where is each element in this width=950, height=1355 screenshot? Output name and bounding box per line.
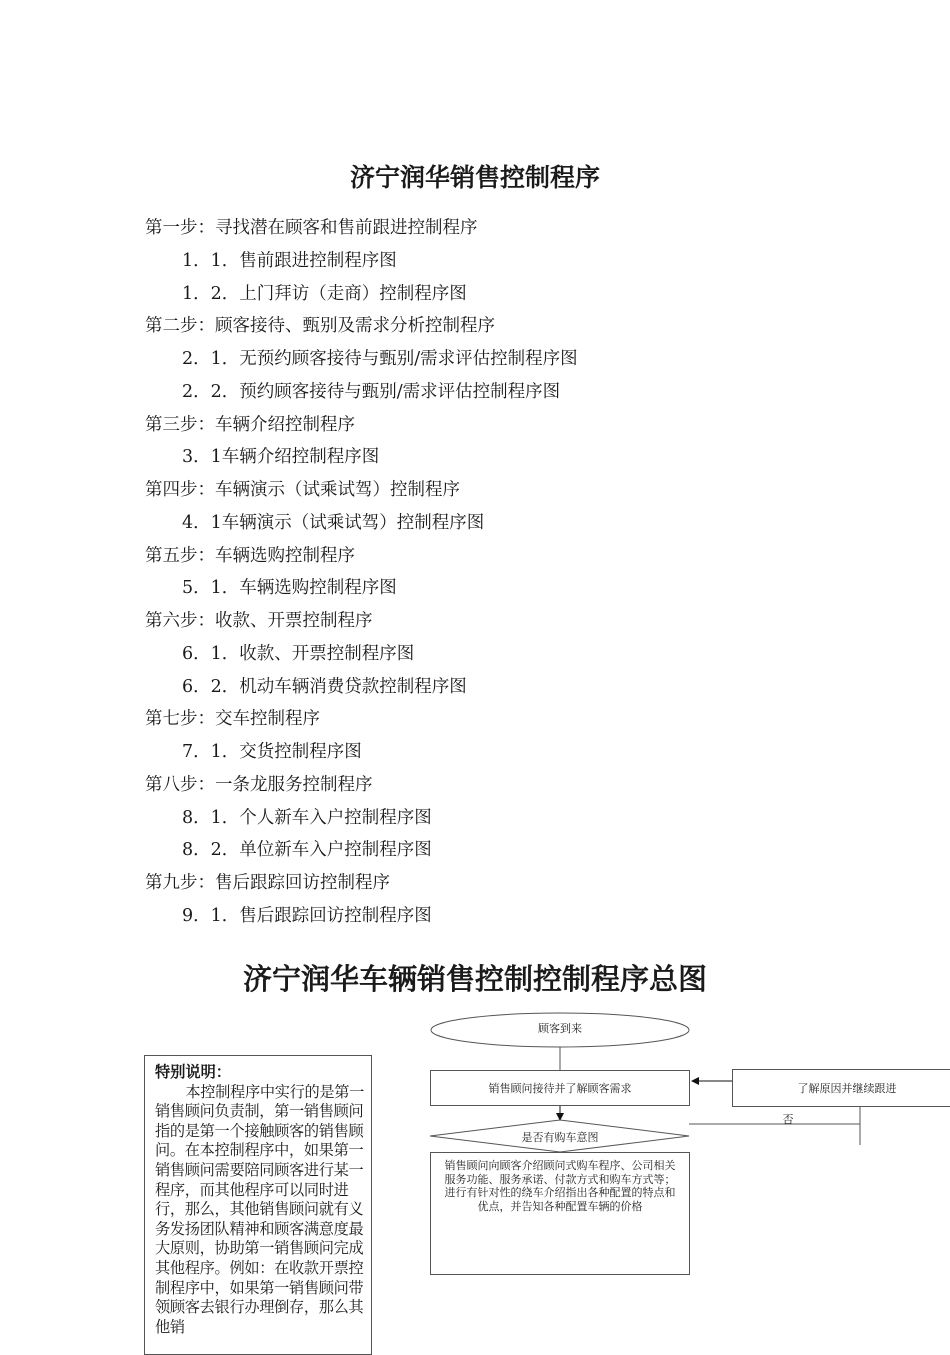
- start-label: 顾客到来: [538, 1022, 582, 1035]
- special-note-title: 特别说明：: [155, 1063, 231, 1081]
- toc-subitem: 3．1车辆介绍控制程序图: [182, 447, 380, 468]
- toc-subitem: 1．1．售前跟进控制程序图: [182, 250, 397, 271]
- toc-step: 第四步：车辆演示（试乘试驾）控制程序: [145, 480, 460, 500]
- toc-subitem: 6．2．机动车辆消费贷款控制程序图: [182, 676, 467, 697]
- no-label: 否: [782, 1113, 794, 1126]
- toc-subitem: 6．1．收款、开票控制程序图: [182, 643, 415, 664]
- document-title: 济宁润华销售控制程序: [349, 163, 600, 192]
- receive-customer-box: 销售顾问接待并了解顾客需求: [430, 1070, 690, 1106]
- toc-subitem: 8．1．个人新车入户控制程序图: [182, 807, 432, 828]
- toc-subitem: 1．2．上门拜访（走商）控制程序图: [182, 283, 467, 304]
- toc-step: 第八步：一条龙服务控制程序: [145, 774, 373, 795]
- toc-step: 第九步：售后跟踪回访控制程序: [145, 873, 390, 893]
- toc-subitem: 2．1．无预约顾客接待与甄别/需求评估控制程序图: [182, 349, 578, 369]
- toc-step: 第一步：寻找潜在顾客和售前跟进控制程序: [145, 218, 478, 238]
- toc-subitem: 7．1．交货控制程序图: [182, 742, 362, 762]
- no-branch-line: [689, 1124, 860, 1145]
- toc-step: 第五步：车辆选购控制程序: [145, 545, 355, 566]
- introduce-program-box: 销售顾问向顾客介绍顾问式购车程序、公司相关服务功能、服务承诺、付款方式和购车方式等；进行有针对性的绕车介绍指出各种配置的特点和优点，并告知各种配置车辆的价格: [430, 1152, 690, 1275]
- toc-subitem: 4．1车辆演示（试乘试驾）控制程序图: [182, 512, 485, 533]
- toc-step: 第六步：收款、开票控制程序: [145, 611, 373, 631]
- follow-up-box: 了解原因并继续跟进: [732, 1069, 950, 1107]
- toc-subitem: 2．2．预约顾客接待与甄别/需求评估控制程序图: [182, 381, 561, 402]
- toc-step: 第七步：交车控制程序: [145, 709, 320, 730]
- decision-label: 是否有购车意图: [521, 1131, 599, 1144]
- toc-subitem: 9．1．售后跟踪回访控制程序图: [182, 905, 432, 926]
- toc-subitem: 8．2．单位新车入户控制程序图: [182, 840, 432, 861]
- chart-title: 济宁润华车辆销售控制控制程序总图: [242, 962, 707, 996]
- toc-step: 第三步：车辆介绍控制程序: [145, 414, 355, 435]
- toc-subitem: 5．1．车辆选购控制程序图: [182, 578, 397, 599]
- special-note-body: 本控制程序中实行的是第一销售顾问负责制，第一销售顾问指的是第一个接触顾客的销售顾问。在本控制程序中，如果第一销售顾问需要陪同顾客进行某一程序，而其他程序可以同时进行，那么，其他销售顾问就有义务发扬团队精神和顾客满意度最大原则，协助第一销售顾问完成其他程序。例如：在收款开票控制程序中，如果第一销售顾问带领顾客去银行办理倒存，那么其他销: [155, 1082, 365, 1336]
- toc-step: 第二步：顾客接待、甄别及需求分析控制程序: [145, 316, 495, 337]
